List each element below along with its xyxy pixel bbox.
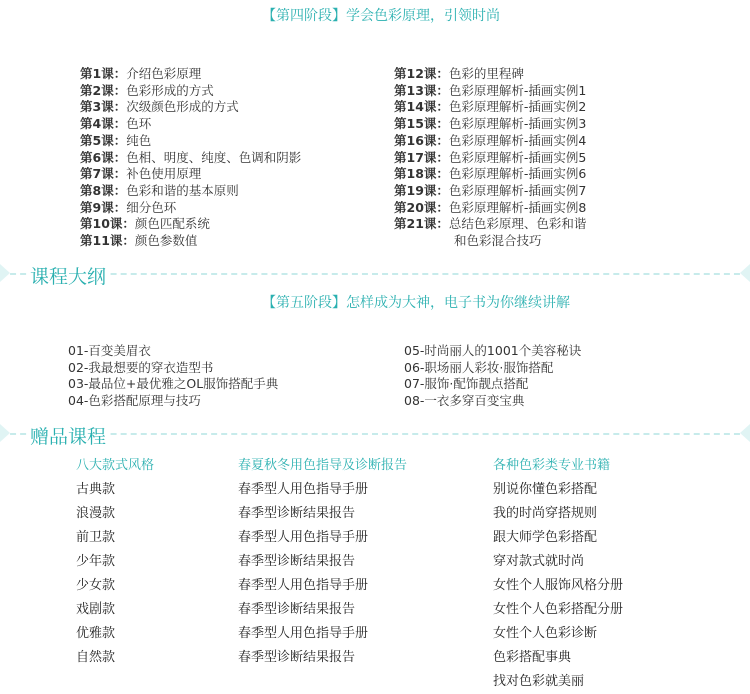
- divider-cap: [0, 264, 10, 282]
- divider-cap: [740, 264, 750, 282]
- ebook-item: 02-我最想要的穿衣造型书: [68, 359, 214, 375]
- gift-item: 春季型诊断结果报告: [238, 506, 356, 521]
- gift-item: 少年款: [76, 554, 116, 569]
- gift-item: 找对色彩就美丽: [493, 674, 585, 689]
- gift-item: 春季型人用色指导手册: [238, 530, 369, 545]
- gift-item: 女性个人服饰风格分册: [493, 578, 624, 593]
- stage4-lessons-left: [80, 66, 301, 250]
- course-outline-heading: 课程大纲: [28, 262, 110, 289]
- ebook-item: 07-服饰·配饰靓点搭配: [404, 376, 529, 392]
- ebook-item: 01-百变美眉衣: [68, 343, 151, 358]
- gift-item: 春季型诊断结果报告: [238, 554, 356, 569]
- gift-column-header: 春夏秋冬用色指导及诊断报告: [238, 458, 408, 473]
- lesson-item: 第21课：总结色彩原理、色彩和谐: [394, 216, 587, 232]
- gift-item: 前卫款: [76, 530, 116, 545]
- lesson-item: 第3课：次级颜色形成的方式: [80, 99, 239, 115]
- divider: [0, 433, 750, 435]
- lesson-item: 第14课：色彩原理解析-插画实例2: [394, 99, 587, 115]
- gift-item: 优雅款: [76, 626, 116, 641]
- lesson-item: 第6课：色相、明度、纯度、色调和阴影: [80, 149, 302, 165]
- ebook-item: 03-最品位+最优雅之OL服饰搭配手典: [68, 376, 279, 392]
- divider-cap: [740, 424, 750, 442]
- gift-column-books: [493, 454, 623, 694]
- lesson-item: 第7课：补色使用原理: [80, 166, 202, 182]
- divider: [0, 273, 750, 275]
- gift-column-seasons: [238, 454, 407, 670]
- gift-item: 春季型诊断结果报告: [238, 650, 356, 665]
- gift-item: 女性个人色彩搭配分册: [493, 602, 624, 617]
- lesson-item: 第4课：色环: [80, 116, 152, 132]
- bonus-courses-heading: 赠品课程: [28, 422, 110, 449]
- divider-cap: [0, 424, 10, 442]
- gift-item: 古典款: [76, 482, 116, 497]
- gift-item: 穿对款式就时尚: [493, 554, 585, 569]
- stage5-title: 【第五阶段】怎样成为大神，电子书为你继续讲解: [262, 295, 570, 311]
- lesson-item: 第20课：色彩原理解析-插画实例8: [394, 199, 587, 215]
- bonus-courses-heading-bar: [0, 422, 750, 446]
- gift-item: 春季型人用色指导手册: [238, 578, 369, 593]
- lesson-item: 第15课：色彩原理解析-插画实例3: [394, 116, 587, 132]
- stage4-lessons-right: [394, 66, 586, 250]
- gift-item: 少女款: [76, 578, 116, 593]
- ebook-list-right: [404, 343, 581, 410]
- ebook-item: 05-时尚丽人的1001个美容秘诀: [404, 343, 582, 358]
- gift-item: 自然款: [76, 650, 116, 665]
- ebook-list-left: [68, 343, 278, 410]
- lesson-item: 第18课：色彩原理解析-插画实例6: [394, 166, 587, 182]
- lesson-item: 第5课：纯色: [80, 132, 152, 148]
- gift-column-styles: [76, 454, 154, 670]
- lesson-item: 第16课：色彩原理解析-插画实例4: [394, 132, 587, 148]
- lesson-item: 第8课：色彩和谐的基本原则: [80, 182, 239, 198]
- lesson-item-continued: 和色彩混合技巧: [454, 233, 542, 249]
- gift-item: 别说你懂色彩搭配: [493, 482, 598, 497]
- gift-item: 女性个人色彩诊断: [493, 626, 598, 641]
- gift-item: 春季型人用色指导手册: [238, 626, 369, 641]
- gift-item: 春季型诊断结果报告: [238, 602, 356, 617]
- lesson-item: 第9课：细分色环: [80, 199, 177, 215]
- gift-item: 跟大师学色彩搭配: [493, 530, 598, 545]
- lesson-item: 第2课：色彩形成的方式: [80, 82, 214, 98]
- lesson-item: 第1课：介绍色彩原理: [80, 66, 202, 81]
- gift-column-header: 各种色彩类专业书籍: [493, 458, 611, 473]
- gift-item: 我的时尚穿搭规则: [493, 506, 598, 521]
- gift-item: 春季型人用色指导手册: [238, 482, 369, 497]
- gift-item: 戏剧款: [76, 602, 116, 617]
- ebook-item: 06-职场丽人彩妆·服饰搭配: [404, 359, 554, 375]
- ebook-item: 04-色彩搭配原理与技巧: [68, 393, 201, 409]
- course-outline-heading-bar: [0, 262, 750, 286]
- gift-item: 色彩搭配事典: [493, 650, 572, 665]
- lesson-item: 第10课：颜色匹配系统: [80, 216, 210, 232]
- lesson-item: 第12课：色彩的里程碑: [394, 66, 524, 81]
- gift-column-header: 八大款式风格: [76, 458, 155, 473]
- lesson-item: 第19课：色彩原理解析-插画实例7: [394, 182, 587, 198]
- stage4-title: 【第四阶段】学会色彩原理，引领时尚: [262, 8, 500, 24]
- lesson-item: 第17课：色彩原理解析-插画实例5: [394, 149, 587, 165]
- ebook-item: 08-一衣多穿百变宝典: [404, 393, 525, 409]
- lesson-item: 第11课：颜色参数值: [80, 233, 198, 249]
- gift-item: 浪漫款: [76, 506, 116, 521]
- lesson-item: 第13课：色彩原理解析-插画实例1: [394, 82, 587, 98]
